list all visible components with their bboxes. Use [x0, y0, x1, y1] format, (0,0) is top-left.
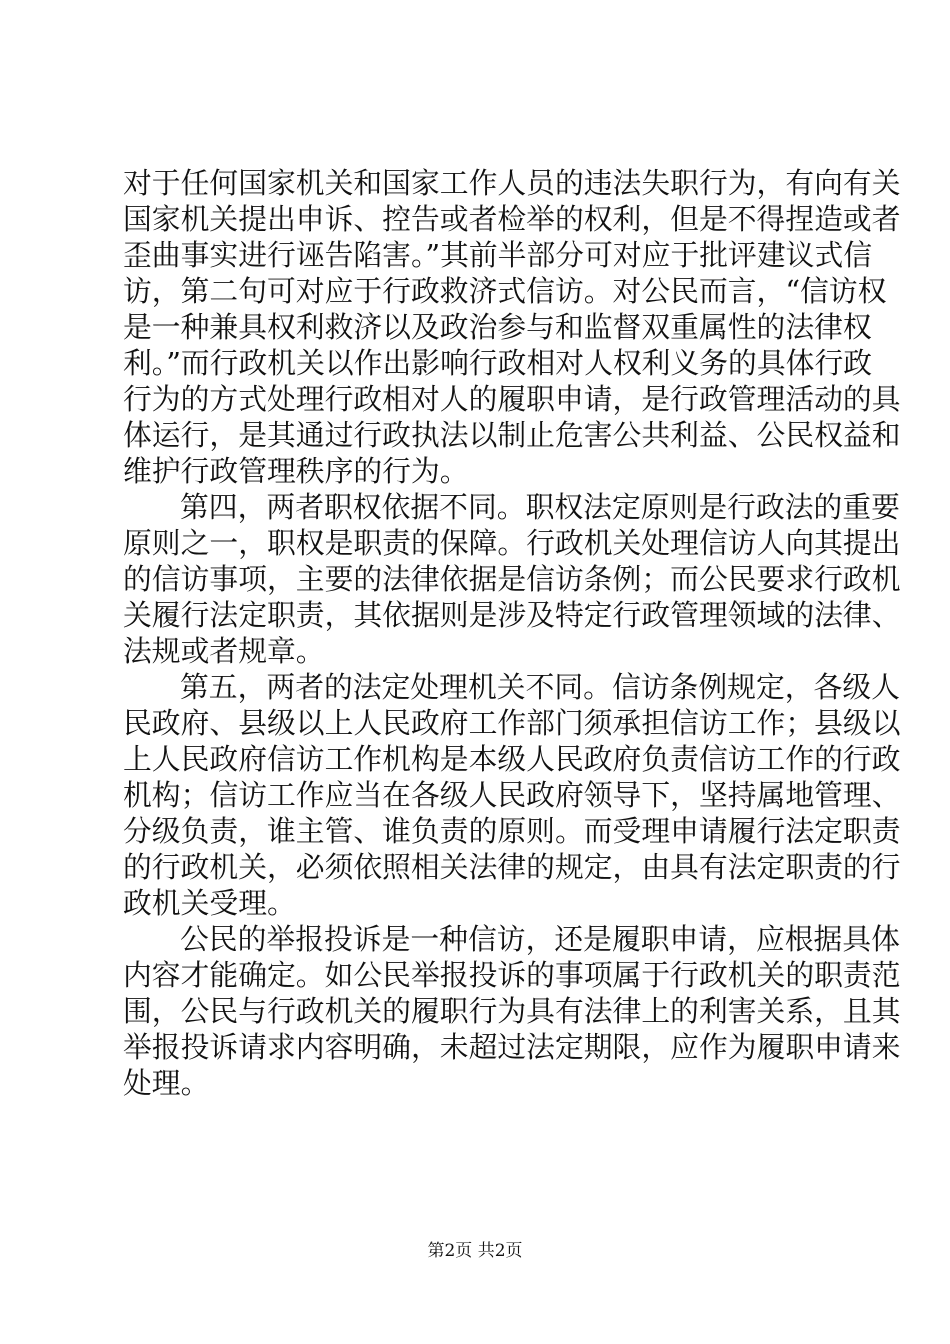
paragraph-line: 机构；信访工作应当在各级人民政府领导下，坚持属地管理、 — [123, 778, 901, 812]
paragraph-line: 政机关受理。 — [123, 886, 296, 920]
paragraph-line: 民政府、县级以上人民政府工作部门须承担信访工作；县级以 — [123, 706, 901, 740]
paragraph-line: 关履行法定职责，其依据则是涉及特定行政管理领域的法律、 — [123, 598, 901, 632]
page-footer: 第2页 共2页 — [427, 1241, 523, 1261]
paragraph-line: 内容才能确定。如公民举报投诉的事项属于行政机关的职责范 — [123, 958, 901, 992]
paragraph-line: 围，公民与行政机关的履职行为具有法律上的利害关系，且其 — [123, 994, 901, 1028]
paragraph-line: 公民的举报投诉是一种信访，还是履职申请，应根据具体 — [180, 922, 900, 956]
paragraph-line: 是一种兼具权利救济以及政治参与和监督双重属性的法律权 — [123, 310, 872, 344]
paragraph-line: 分级负责，谁主管、谁负责的原则。而受理申请履行法定职责 — [123, 814, 901, 848]
paragraph-line: 体运行，是其通过行政执法以制止危害公共利益、公民权益和 — [123, 418, 901, 452]
paragraph-line: 国家机关提出申诉、控告或者检举的权利，但是不得捏造或者 — [123, 202, 901, 236]
paragraph-line: 上人民政府信访工作机构是本级人民政府负责信访工作的行政 — [123, 742, 901, 776]
paragraph-line: 利。”而行政机关以作出影响行政相对人权利义务的具体行政 — [123, 346, 873, 380]
paragraph-line: 的信访事项，主要的法律依据是信访条例；而公民要求行政机 — [123, 562, 901, 596]
paragraph-line: 访，第二句可对应于行政救济式信访。对公民而言，“信访权 — [123, 274, 887, 308]
paragraph-line: 原则之一，职权是职责的保障。行政机关处理信访人向其提出 — [123, 526, 901, 560]
paragraph-line: 歪曲事实进行诬告陷害。”其前半部分可对应于批评建议式信 — [123, 238, 873, 272]
paragraph-line: 行为的方式处理行政相对人的履职申请，是行政管理活动的具 — [123, 382, 901, 416]
paragraph-line: 处理。 — [123, 1066, 210, 1100]
paragraph-line: 举报投诉请求内容明确，未超过法定期限，应作为履职申请来 — [123, 1030, 901, 1064]
paragraph-line: 第四，两者职权依据不同。职权法定原则是行政法的重要 — [180, 490, 900, 524]
paragraph-line: 第五，两者的法定处理机关不同。信访条例规定，各级人 — [180, 670, 900, 704]
paragraph-line: 对于任何国家机关和国家工作人员的违法失职行为，有向有关 — [123, 166, 901, 200]
paragraph-line: 的行政机关，必须依照相关法律的规定，由具有法定职责的行 — [123, 850, 901, 884]
paragraph-line: 法规或者规章。 — [123, 634, 325, 668]
paragraph-line: 维护行政管理秩序的行为。 — [123, 454, 469, 488]
